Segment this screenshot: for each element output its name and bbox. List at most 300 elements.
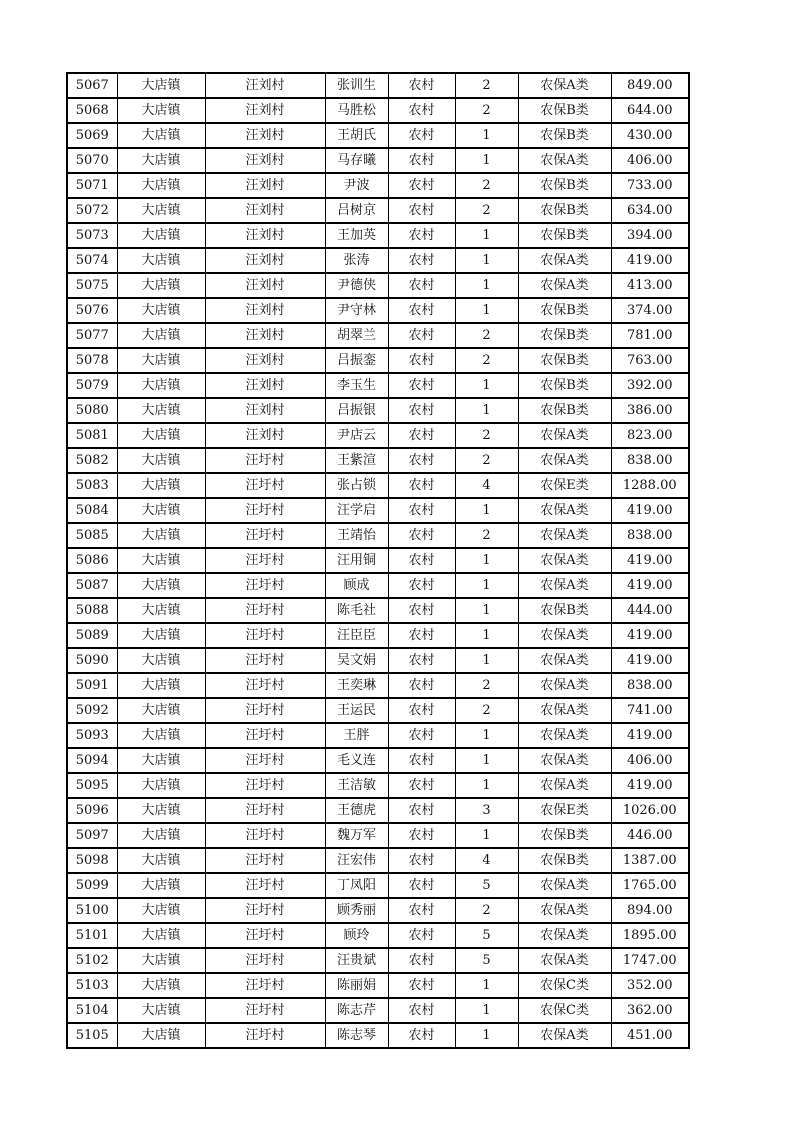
cell-count: 1 [455,273,518,298]
cell-name: 吴文娟 [325,648,388,673]
cell-category: 农保A类 [518,523,611,548]
cell-residence: 农村 [388,98,455,123]
cell-category: 农保A类 [518,773,611,798]
cell-serial: 5097 [67,823,117,848]
cell-town: 大店镇 [117,398,205,423]
cell-residence: 农村 [388,773,455,798]
cell-serial: 5085 [67,523,117,548]
cell-town: 大店镇 [117,998,205,1023]
cell-town: 大店镇 [117,273,205,298]
table-row [67,348,689,373]
table-row [67,223,689,248]
cell-town: 大店镇 [117,948,205,973]
cell-town: 大店镇 [117,223,205,248]
cell-serial: 5101 [67,923,117,948]
cell-town: 大店镇 [117,973,205,998]
table-row [67,98,689,123]
cell-serial: 5092 [67,698,117,723]
cell-residence: 农村 [388,423,455,448]
cell-serial: 5075 [67,273,117,298]
cell-village: 汪圩村 [205,723,325,748]
cell-residence: 农村 [388,498,455,523]
cell-count: 1 [455,723,518,748]
cell-town: 大店镇 [117,423,205,448]
cell-name: 陈丽娟 [325,973,388,998]
cell-category: 农保A类 [518,1023,611,1048]
cell-name: 汪学启 [325,498,388,523]
cell-village: 汪圩村 [205,598,325,623]
cell-village: 汪圩村 [205,848,325,873]
cell-village: 汪圩村 [205,998,325,1023]
cell-name: 王德虎 [325,798,388,823]
cell-village: 汪刘村 [205,348,325,373]
cell-serial: 5079 [67,373,117,398]
cell-count: 5 [455,948,518,973]
table-row [67,973,689,998]
table-row [67,373,689,398]
cell-amount: 419.00 [611,498,689,523]
table-row [67,748,689,773]
cell-count: 1 [455,648,518,673]
cell-town: 大店镇 [117,173,205,198]
cell-category: 农保A类 [518,273,611,298]
table-row [67,823,689,848]
cell-name: 汪臣臣 [325,623,388,648]
cell-village: 汪刘村 [205,198,325,223]
cell-town: 大店镇 [117,573,205,598]
cell-residence: 农村 [388,898,455,923]
cell-category: 农保B类 [518,298,611,323]
cell-category: 农保B类 [518,373,611,398]
cell-amount: 394.00 [611,223,689,248]
cell-village: 汪圩村 [205,473,325,498]
cell-name: 陈志琴 [325,1023,388,1048]
cell-count: 2 [455,523,518,548]
cell-amount: 1026.00 [611,798,689,823]
cell-residence: 农村 [388,373,455,398]
cell-amount: 1288.00 [611,473,689,498]
cell-serial: 5094 [67,748,117,773]
cell-name: 王加英 [325,223,388,248]
cell-residence: 农村 [388,748,455,773]
cell-residence: 农村 [388,148,455,173]
cell-residence: 农村 [388,273,455,298]
table-row [67,723,689,748]
cell-category: 农保B类 [518,348,611,373]
cell-category: 农保B类 [518,123,611,148]
cell-count: 1 [455,773,518,798]
cell-town: 大店镇 [117,548,205,573]
cell-village: 汪圩村 [205,973,325,998]
cell-residence: 农村 [388,698,455,723]
table-row [67,198,689,223]
cell-serial: 5084 [67,498,117,523]
cell-count: 2 [455,198,518,223]
cell-name: 吕树京 [325,198,388,223]
cell-town: 大店镇 [117,1023,205,1048]
table-row [67,573,689,598]
cell-category: 农保A类 [518,898,611,923]
cell-count: 2 [455,98,518,123]
cell-count: 2 [455,448,518,473]
cell-village: 汪刘村 [205,373,325,398]
cell-count: 1 [455,573,518,598]
table-body [67,73,689,1048]
cell-residence: 农村 [388,548,455,573]
cell-amount: 419.00 [611,248,689,273]
table-row [67,248,689,273]
cell-town: 大店镇 [117,123,205,148]
cell-residence: 农村 [388,623,455,648]
cell-amount: 644.00 [611,98,689,123]
cell-category: 农保A类 [518,698,611,723]
cell-name: 王胖 [325,723,388,748]
cell-count: 3 [455,798,518,823]
table-row [67,773,689,798]
cell-name: 张占锁 [325,473,388,498]
cell-count: 1 [455,298,518,323]
cell-village: 汪圩村 [205,798,325,823]
table-row [67,448,689,473]
cell-village: 汪刘村 [205,273,325,298]
cell-village: 汪刘村 [205,98,325,123]
cell-town: 大店镇 [117,473,205,498]
cell-name: 张涛 [325,248,388,273]
table-row [67,948,689,973]
cell-amount: 823.00 [611,423,689,448]
cell-count: 1 [455,998,518,1023]
cell-amount: 446.00 [611,823,689,848]
cell-name: 汪贵斌 [325,948,388,973]
cell-count: 2 [455,698,518,723]
cell-residence: 农村 [388,223,455,248]
cell-amount: 781.00 [611,323,689,348]
cell-category: 农保B类 [518,223,611,248]
cell-count: 1 [455,973,518,998]
cell-count: 1 [455,548,518,573]
cell-serial: 5087 [67,573,117,598]
cell-town: 大店镇 [117,698,205,723]
cell-serial: 5072 [67,198,117,223]
benefit-roster-table [66,72,690,1049]
cell-residence: 农村 [388,198,455,223]
cell-amount: 894.00 [611,898,689,923]
cell-amount: 741.00 [611,698,689,723]
cell-amount: 406.00 [611,148,689,173]
table-row [67,298,689,323]
cell-town: 大店镇 [117,723,205,748]
cell-count: 1 [455,598,518,623]
cell-name: 尹德侠 [325,273,388,298]
cell-count: 2 [455,673,518,698]
cell-count: 1 [455,623,518,648]
cell-residence: 农村 [388,523,455,548]
cell-count: 2 [455,348,518,373]
cell-serial: 5093 [67,723,117,748]
cell-amount: 430.00 [611,123,689,148]
cell-name: 李玉生 [325,373,388,398]
cell-residence: 农村 [388,923,455,948]
cell-residence: 农村 [388,948,455,973]
cell-amount: 1747.00 [611,948,689,973]
table-row [67,473,689,498]
cell-town: 大店镇 [117,323,205,348]
cell-count: 1 [455,498,518,523]
cell-village: 汪圩村 [205,698,325,723]
cell-name: 吕振銮 [325,348,388,373]
cell-village: 汪刘村 [205,398,325,423]
cell-village: 汪圩村 [205,523,325,548]
cell-town: 大店镇 [117,923,205,948]
cell-residence: 农村 [388,73,455,98]
cell-town: 大店镇 [117,298,205,323]
cell-town: 大店镇 [117,848,205,873]
cell-village: 汪圩村 [205,948,325,973]
cell-town: 大店镇 [117,348,205,373]
cell-count: 2 [455,73,518,98]
cell-name: 马存曦 [325,148,388,173]
cell-village: 汪刘村 [205,148,325,173]
cell-name: 张训生 [325,73,388,98]
cell-amount: 419.00 [611,548,689,573]
cell-serial: 5098 [67,848,117,873]
cell-town: 大店镇 [117,73,205,98]
cell-town: 大店镇 [117,523,205,548]
cell-amount: 419.00 [611,623,689,648]
cell-village: 汪圩村 [205,648,325,673]
cell-town: 大店镇 [117,373,205,398]
cell-name: 顾玲 [325,923,388,948]
cell-village: 汪圩村 [205,573,325,598]
cell-amount: 634.00 [611,198,689,223]
cell-amount: 386.00 [611,398,689,423]
cell-amount: 419.00 [611,723,689,748]
cell-name: 王运民 [325,698,388,723]
cell-town: 大店镇 [117,248,205,273]
cell-name: 王奕琳 [325,673,388,698]
cell-village: 汪刘村 [205,323,325,348]
table-row [67,398,689,423]
cell-name: 尹波 [325,173,388,198]
cell-category: 农保A类 [518,748,611,773]
cell-amount: 419.00 [611,773,689,798]
cell-category: 农保A类 [518,73,611,98]
cell-serial: 5081 [67,423,117,448]
table-row [67,873,689,898]
cell-residence: 农村 [388,823,455,848]
cell-amount: 352.00 [611,973,689,998]
cell-amount: 451.00 [611,1023,689,1048]
cell-village: 汪刘村 [205,248,325,273]
cell-town: 大店镇 [117,648,205,673]
cell-village: 汪圩村 [205,823,325,848]
cell-category: 农保A类 [518,873,611,898]
cell-amount: 362.00 [611,998,689,1023]
cell-category: 农保A类 [518,248,611,273]
cell-category: 农保A类 [518,723,611,748]
cell-category: 农保B类 [518,323,611,348]
cell-category: 农保B类 [518,198,611,223]
cell-village: 汪刘村 [205,423,325,448]
cell-category: 农保A类 [518,448,611,473]
cell-name: 陈毛社 [325,598,388,623]
cell-serial: 5086 [67,548,117,573]
table-row [67,423,689,448]
cell-name: 王紫渲 [325,448,388,473]
cell-residence: 农村 [388,723,455,748]
cell-amount: 1765.00 [611,873,689,898]
table-row [67,698,689,723]
cell-serial: 5077 [67,323,117,348]
cell-category: 农保A类 [518,948,611,973]
cell-village: 汪刘村 [205,223,325,248]
cell-residence: 农村 [388,348,455,373]
cell-village: 汪圩村 [205,498,325,523]
cell-category: 农保B类 [518,173,611,198]
cell-amount: 419.00 [611,648,689,673]
cell-serial: 5070 [67,148,117,173]
cell-count: 1 [455,148,518,173]
cell-residence: 农村 [388,798,455,823]
cell-category: 农保B类 [518,98,611,123]
cell-serial: 5099 [67,873,117,898]
cell-amount: 1895.00 [611,923,689,948]
cell-name: 王胡氏 [325,123,388,148]
cell-count: 1 [455,223,518,248]
cell-category: 农保E类 [518,473,611,498]
cell-village: 汪圩村 [205,873,325,898]
cell-name: 胡翠兰 [325,323,388,348]
cell-serial: 5096 [67,798,117,823]
cell-category: 农保A类 [518,573,611,598]
table-row [67,1023,689,1048]
cell-count: 1 [455,123,518,148]
cell-residence: 农村 [388,648,455,673]
cell-serial: 5068 [67,98,117,123]
cell-village: 汪圩村 [205,448,325,473]
table-row [67,998,689,1023]
cell-name: 顾成 [325,573,388,598]
cell-category: 农保A类 [518,673,611,698]
cell-category: 农保C类 [518,973,611,998]
cell-amount: 419.00 [611,573,689,598]
cell-name: 吕振银 [325,398,388,423]
cell-serial: 5067 [67,73,117,98]
cell-category: 农保A类 [518,548,611,573]
table-row [67,798,689,823]
table-row [67,648,689,673]
cell-serial: 5102 [67,948,117,973]
cell-town: 大店镇 [117,748,205,773]
cell-village: 汪刘村 [205,173,325,198]
table-row [67,523,689,548]
cell-amount: 444.00 [611,598,689,623]
cell-town: 大店镇 [117,623,205,648]
cell-village: 汪圩村 [205,548,325,573]
cell-count: 1 [455,1023,518,1048]
cell-town: 大店镇 [117,898,205,923]
cell-town: 大店镇 [117,198,205,223]
cell-serial: 5091 [67,673,117,698]
cell-town: 大店镇 [117,798,205,823]
cell-village: 汪刘村 [205,123,325,148]
cell-residence: 农村 [388,473,455,498]
cell-amount: 392.00 [611,373,689,398]
cell-name: 尹店云 [325,423,388,448]
cell-residence: 农村 [388,598,455,623]
cell-count: 2 [455,173,518,198]
cell-residence: 农村 [388,998,455,1023]
cell-serial: 5089 [67,623,117,648]
cell-serial: 5083 [67,473,117,498]
cell-amount: 406.00 [611,748,689,773]
cell-town: 大店镇 [117,148,205,173]
cell-name: 王洁敏 [325,773,388,798]
cell-count: 1 [455,398,518,423]
cell-serial: 5069 [67,123,117,148]
cell-name: 毛义连 [325,748,388,773]
cell-category: 农保E类 [518,798,611,823]
cell-serial: 5103 [67,973,117,998]
cell-count: 5 [455,923,518,948]
cell-count: 2 [455,423,518,448]
cell-category: 农保A类 [518,498,611,523]
table-row [67,323,689,348]
cell-name: 顾秀丽 [325,898,388,923]
cell-category: 农保A类 [518,648,611,673]
cell-category: 农保B类 [518,598,611,623]
cell-village: 汪圩村 [205,623,325,648]
cell-residence: 农村 [388,873,455,898]
cell-count: 1 [455,248,518,273]
cell-serial: 5088 [67,598,117,623]
cell-residence: 农村 [388,323,455,348]
cell-name: 陈志芹 [325,998,388,1023]
cell-residence: 农村 [388,448,455,473]
table-row [67,598,689,623]
cell-residence: 农村 [388,173,455,198]
cell-amount: 763.00 [611,348,689,373]
cell-amount: 838.00 [611,673,689,698]
table-row [67,498,689,523]
cell-residence: 农村 [388,398,455,423]
cell-residence: 农村 [388,573,455,598]
table-row [67,273,689,298]
cell-category: 农保C类 [518,998,611,1023]
table-row [67,548,689,573]
cell-serial: 5100 [67,898,117,923]
table-row [67,923,689,948]
cell-serial: 5076 [67,298,117,323]
table-row [67,623,689,648]
cell-count: 1 [455,823,518,848]
cell-count: 1 [455,373,518,398]
cell-town: 大店镇 [117,773,205,798]
cell-village: 汪圩村 [205,748,325,773]
cell-residence: 农村 [388,973,455,998]
cell-amount: 374.00 [611,298,689,323]
cell-amount: 838.00 [611,448,689,473]
cell-town: 大店镇 [117,873,205,898]
cell-count: 2 [455,323,518,348]
cell-serial: 5095 [67,773,117,798]
table-row [67,73,689,98]
cell-amount: 413.00 [611,273,689,298]
cell-town: 大店镇 [117,448,205,473]
table-row [67,673,689,698]
cell-town: 大店镇 [117,598,205,623]
table-row [67,123,689,148]
